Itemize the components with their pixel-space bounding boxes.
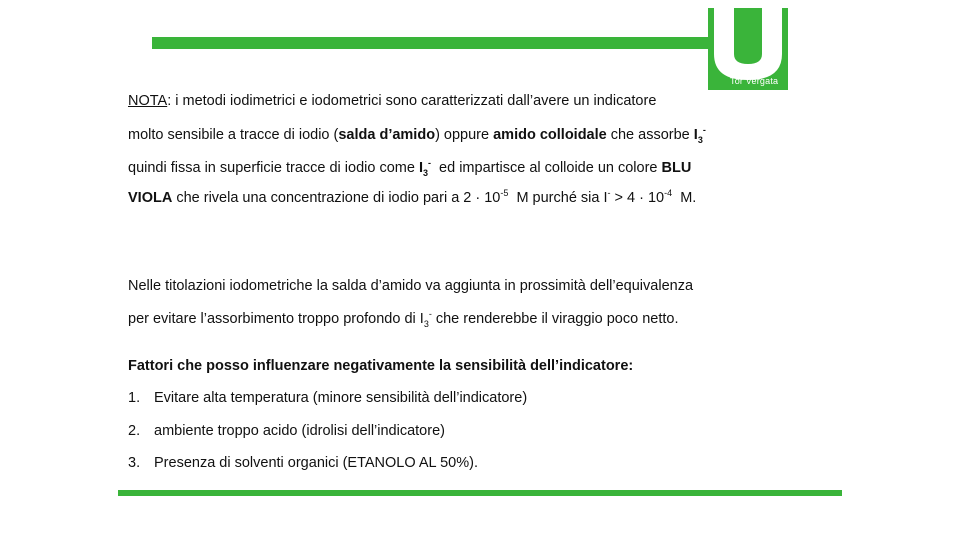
note-line-4: VIOLA che rivela una concentrazione di iodio pari a $2 \cdot 10^{-5}$ M purché sia $I^- > 4 \cdot 10^{-4}$ M. (128, 188, 697, 206)
header-green-bar (152, 37, 712, 49)
list-item: 3. Presenza di solventi organici (ETANOLO AL 50%). (128, 455, 478, 471)
factors-heading: Fattori che posso influenzare negativamente la sensibilità dell’indicatore: (128, 358, 634, 374)
para2-line-1: Nelle titolazioni iodometriche la salda d’amido va aggiunta in prossimità dell’equivalenza (128, 278, 694, 294)
note-line-2: molto sensibile a tracce di iodio (salda d’amido) oppure amido colloidale che assorbe $I_3^-$ (128, 125, 706, 145)
footer-green-bar (118, 490, 842, 496)
note-line-1: NOTA: i metodi iodimetrici e iodometrici sono caratterizzati dall’avere un indicatore (128, 93, 657, 109)
note-line-3: quindi fissa in superficie tracce di iodio come $I_3^-$ ed impartisce al colloide un colore BLU (128, 158, 692, 178)
list-item: 1. Evitare alta temperatura (minore sensibilità dell’indicatore) (128, 390, 528, 406)
note-label: NOTA (128, 93, 168, 109)
para2-line-2: per evitare l’assorbimento troppo profondo di $I_3^-$ che renderebbe il viraggio poco netto. (128, 309, 679, 329)
list-item: 2. ambiente troppo acido (idrolisi dell’indicatore) (128, 423, 445, 439)
logo-caption: Tor Vergata (730, 76, 779, 86)
